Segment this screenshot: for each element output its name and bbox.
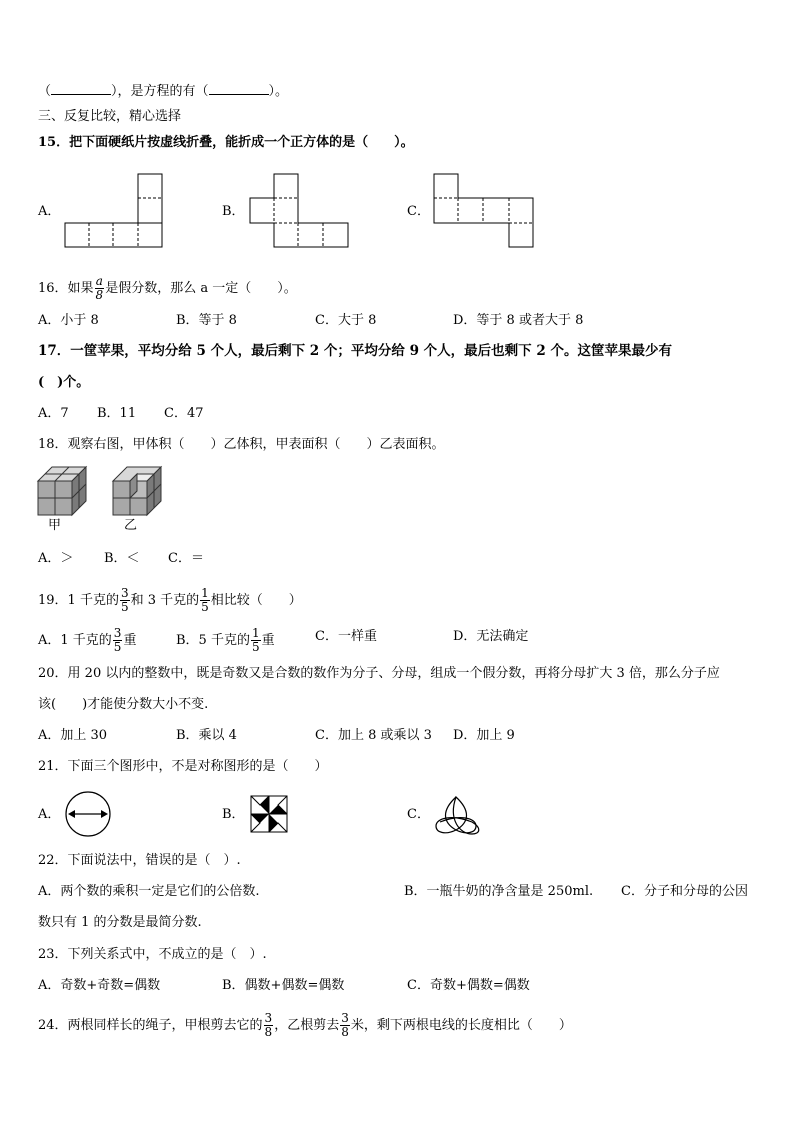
q24-fraction-2	[340, 1012, 350, 1039]
previous-question-text: ），是方程的有（	[111, 84, 209, 99]
q24-fraction-2-denominator: 8	[341, 1025, 349, 1039]
q21-option-b[interactable]: B．	[222, 807, 245, 822]
q20-option-b[interactable]: B．乘以 4	[176, 728, 237, 743]
q18-label-yi: 乙	[124, 518, 138, 533]
q19-option-b-pre: B．5 千克的	[176, 633, 250, 648]
question-17-line1: 17．一筐苹果，平均分给 5 个人，最后剩下 2 个；平均分给 9 个人，最后也剩下 2 个。这筐苹果最少有	[38, 343, 672, 359]
q16-option-d[interactable]: D．等于 8 或者大于 8	[453, 313, 584, 328]
q19-fraction-1-numerator: 3	[120, 586, 129, 600]
q19-option-b-numerator: 1	[251, 626, 260, 640]
q19-option-c[interactable]: C．一样重	[315, 629, 377, 644]
question-15: 15．把下面硬纸片按虚线折叠，能折成一个正方体的是（ ）。	[38, 135, 414, 150]
q24-fraction-2-numerator: 3	[341, 1011, 349, 1025]
paren-close: ）。	[268, 84, 289, 99]
q16-text-post: 是假分数，那么 a 一定（ ）。	[105, 281, 297, 296]
q22-option-a[interactable]: A．两个数的乘积一定是它们的公倍数.	[38, 884, 260, 899]
question-20-line2: 该( )才能使分数大小不变.	[38, 697, 209, 712]
q24-text-post: 米，剩下两根电线的长度相比（ ）	[350, 1018, 572, 1033]
q22-option-c[interactable]: C．分子和分母的公因	[621, 884, 748, 899]
q19-option-b-denominator: 5	[251, 640, 260, 654]
q20-option-a[interactable]: A．加上 30	[38, 728, 108, 743]
q19-text-pre: 19．1 千克的	[38, 593, 119, 608]
q19-text-post: 相比较（ ）	[210, 593, 302, 608]
q19-option-a-denominator: 5	[113, 640, 122, 654]
q19-option-d[interactable]: D．无法确定	[453, 629, 529, 644]
q20-option-c[interactable]: C．加上 8 或乘以 3	[315, 728, 432, 743]
q17-option-c[interactable]: C．47	[164, 406, 204, 421]
question-18: 18．观察右图，甲体积（ ）乙体积，甲表面积（ ）乙表面积。	[38, 437, 445, 452]
q19-text-mid: 和 3 千克的	[130, 593, 200, 608]
q19-option-b-post: 重	[261, 633, 275, 648]
q19-option-a-numerator: 3	[113, 626, 122, 640]
q22-option-c-continued: 数只有 1 的分数是最简分数.	[38, 915, 202, 930]
q16-fraction-numerator: a	[95, 274, 103, 288]
q16-option-c[interactable]: C．大于 8	[315, 313, 377, 328]
q19-fraction-2-numerator: 1	[201, 586, 209, 600]
q19-fraction-2-denominator: 5	[201, 600, 209, 614]
q15-option-c[interactable]: C．	[407, 204, 430, 219]
q20-option-d[interactable]: D．加上 9	[453, 728, 515, 743]
q23-option-a[interactable]: A．奇数+奇数=偶数	[38, 978, 161, 993]
q22-option-b[interactable]: B．一瓶牛奶的净含量是 250ml.	[404, 884, 594, 899]
q16-option-b[interactable]: B．等于 8	[176, 313, 237, 328]
q21-option-a[interactable]: A．	[38, 807, 61, 822]
question-20-line1: 20．用 20 以内的整数中，既是奇数又是合数的数作为分子、分母，组成一个假分数，再将分母扩大 3 倍，那么分子应	[38, 666, 720, 681]
question-22: 22．下面说法中，错误的是（ ）.	[38, 853, 241, 868]
q19-fraction-1-denominator: 5	[120, 600, 129, 614]
q18-option-c[interactable]: C．＝	[168, 551, 204, 566]
q24-fraction-1-denominator: 8	[264, 1025, 273, 1039]
q18-option-a[interactable]: A．＞	[38, 551, 74, 566]
question-23: 23．下列关系式中，不成立的是（ ）.	[38, 947, 267, 962]
q17-option-a[interactable]: A．7	[38, 406, 69, 421]
q16-text-pre: 16．如果	[38, 281, 94, 296]
q24-fraction-1-numerator: 3	[264, 1011, 273, 1025]
paren-open: （	[38, 84, 52, 99]
q18-label-jia: 甲	[48, 518, 62, 533]
section-heading: 三、反复比较，精心选择	[38, 109, 182, 124]
q21-option-c[interactable]: C．	[407, 807, 430, 822]
question-21: 21．下面三个图形中，不是对称图形的是（ ）	[38, 759, 328, 774]
question-17-line2: ( )个。	[38, 375, 90, 390]
q19-option-a-post: 重	[123, 633, 137, 648]
q15-option-b[interactable]: B．	[222, 204, 245, 219]
question-24	[38, 1012, 572, 1039]
q23-option-b[interactable]: B．偶数+偶数=偶数	[222, 978, 345, 993]
q23-option-c[interactable]: C．奇数+偶数=偶数	[407, 978, 530, 993]
q24-text-pre: 24．两根同样长的绳子，甲根剪去它的	[38, 1018, 263, 1033]
q17-option-b[interactable]: B．11	[97, 406, 137, 421]
q16-option-a[interactable]: A．小于 8	[38, 313, 99, 328]
q24-fraction-1	[264, 1012, 274, 1039]
q19-option-a-pre: A．1 千克的	[38, 633, 112, 648]
q18-option-b[interactable]: B．＜	[104, 551, 140, 566]
q15-option-a[interactable]: A．	[38, 204, 61, 219]
q24-text-mid: ，乙根剪去	[274, 1018, 340, 1033]
q16-fraction-denominator: 8	[95, 288, 104, 302]
